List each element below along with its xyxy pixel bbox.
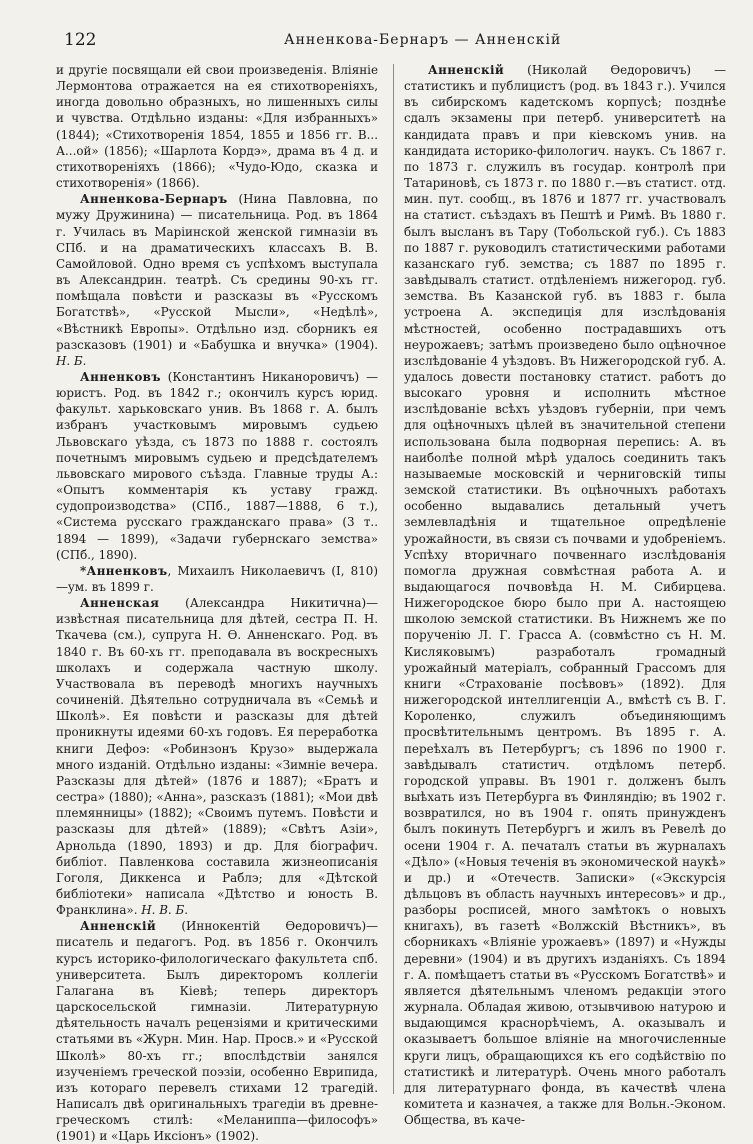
entry: [404, 62, 726, 1128]
entry-headword: Анненскій: [428, 63, 505, 77]
entry: [56, 595, 378, 918]
entry: [56, 191, 378, 369]
entry: [56, 563, 378, 595]
entry-headword: Анненковъ: [80, 369, 161, 384]
entry: [56, 369, 378, 563]
entry-continuation: [56, 62, 378, 191]
left-column: [56, 62, 378, 1144]
column-divider: [393, 64, 394, 1094]
entry: [56, 918, 378, 1144]
entry-text: (Иннокентій Ѳедоровичъ)— писатель и педагогъ. Род. въ 1856 г. Окончилъ курсъ историко-филологическаго факультета спб. университета. Былъ директоромъ коллегіи Галагана въ Кіевѣ; теперь директоръ царскосельской гимназіи. Литературную дѣятельность началъ рецензіями и критическими статьями въ «Журн. Мин. Нар. Просв.» и «Русской Школѣ» 80-хъ гг.; впослѣдствіи занялся изученіемъ греческой поэзіи, особенно Еврипида, изъ котораго перевелъ стихами 12 трагедій. Написалъ двѣ оригинальныхъ трагедіи въ древне-греческомъ стилѣ: «Меланиппа—философъ» (1901) и «Царь Иксіонъ» (1902).: [56, 919, 378, 1144]
entry-signature: Н. В. Б.: [141, 903, 189, 918]
entry-text: (Александра Никитична)— извѣстная писательница для дѣтей, сестра П. Н. Ткачева (см.), супруга Н. Ѳ. Анненскаго. Род. въ 1840 г. Въ 60-хъ гг. преподавала въ воскресныхъ школахъ и содержала частную школу. Участвовала въ переводѣ многихъ научныхъ сочиненій. Дѣятельно сотрудничала въ «Семьѣ и Школѣ». Ея повѣсти и разсказы для дѣтей проникнуты идеями 60-хъ годовъ. Ея переработка книги Дефоэ: «Робинзонъ Крузо» выдержала много изданій. Отдѣльно изданы: «Зимніе вечера. Разсказы для дѣтей» (1876 и 1887); «Братъ и сестра» (1880); «Анна», разсказъ (1881); «Мои двѣ племянницы» (1882); «Своимъ путемъ. Повѣсти и разсказы для дѣтей» (1889); «Свѣтъ Азіи», Арнольда (1890, 1893) и др. Для біографич. библіот. Павленкова составила жизнеописанія Гоголя, Диккенса и Раблэ; для «Дѣтской библіотеки» написала «Дѣтство и юность В. Франклина».: [56, 596, 378, 918]
entry-headword: *Анненковъ: [80, 563, 168, 578]
running-head: Анненкова-Бернаръ — Анненскій: [284, 32, 562, 48]
entry-text: и другіе посвящали ей свои произведенія. Вліяніе Лермонтова отражается на ея стихотвореніяхъ, иногда довольно образныхъ, но лишенныхъ силы и чувства. Отдѣльно изданы: «Для избранныхъ» (1844); «Стихотворенія 1854, 1855 и 1856 гг. В... А...ой» (1856); «Шарлота Кордэ», драма въ 4 д. и стихотвореніяхъ (1866); «Чудо-Юдо, сказка и стихотворенія» (1866).: [56, 63, 378, 191]
entry-text: , Михаилъ Николаевичъ (I, 810)—ум. въ 1899 г.: [56, 563, 378, 594]
entry-headword: Анненскій: [80, 919, 157, 934]
entry-headword: Анненкова-Бернаръ: [80, 192, 228, 207]
right-column: [404, 62, 726, 1128]
entry-text: (Николай Ѳедоровичъ) — статистикъ и публицистъ (род. въ 1843 г.). Учился въ сибирскомъ кадетскомъ корпусѣ; позднѣе сдалъ экзамены при петерб. университетѣ на кандидата правъ и при кіевскомъ унив. на кандидата историко-филологич. наукъ. Съ 1867 г. по 1873 г. служилъ въ государ. контролѣ при Татариновѣ, съ 1873 г. по 1880 г.—въ статист. отд. мин. пут. сообщ., въ 1876 и 1877 гг. участвовалъ на статист. съѣздахъ въ Пештѣ и Римѣ. Въ 1880 г. былъ высланъ въ Тару (Тобольской губ.). Съ 1883 по 1887 г. руководилъ статистическими работами казанскаго губ. земства; съ 1887 по 1895 г. завѣдывалъ статист. отдѣленіемъ нижегород. губ. земства. Въ Казанской губ. въ 1883 г. была устроена А. экспедиція для изслѣдованія мѣстностей, особенно пострадавшихъ отъ неурожаевъ; затѣмъ произведено было оцѣночное изслѣдованіе 4 уѣздовъ. Въ Нижегородской губ. А. удалось довести постановку статист. работъ до высокаго уровня и исполнить мѣстное изслѣдованіе всѣхъ уѣздовъ губерніи, при чемъ для оцѣночныхъ цѣлей въ значительной степени использована была подворная перепись: А. въ наиболѣе полной мѣрѣ удалось соединить такъ называемые московскій и черниговскій типы земской статистики. Въ оцѣночныхъ работахъ особенно выдавались детальный учетъ землевладѣнія и тщательное опредѣленіе урожайности, въ связи съ почвами и удобреніемъ. Успѣху вторичнаго почвеннаго изслѣдованія помогла дружная совмѣстная работа А. и выдающагося почвовѣда Н. М. Сибирцева. Нижегородское бюро было при А. настоящею школою земской статистики. Въ Нижнемъ же по порученію Л. Г. Грасса А. (совмѣстно съ Н. М. Кисляковымъ) разработалъ громадный урожайный матеріалъ, собранный Грассомъ для книги «Страхованіе посѣвовъ» (1892). Для нижегородской интеллигенціи А., вмѣстѣ съ В. Г. Короленко, служилъ объединяющимъ просвѣтительнымъ центромъ. Въ 1895 г. А. переѣхалъ въ Петербургъ; съ 1896 по 1900 г. завѣдывалъ статистич. отдѣломъ петерб. городской управы. Въ 1901 г. долженъ былъ выѣхать изъ Петербурга въ Финляндію; въ 1902 г. возвратился, но въ 1904 г. опять принужденъ былъ покинуть Петербургъ и жилъ въ Ревелѣ до осени 1904 г. А. печаталъ статьи въ журналахъ «Дѣло» («Новыя теченія въ экономической наукѣ» и др.) и «Отечеств. Записки» («Экскурсія дѣльцовъ въ область научныхъ интересовъ» и др., разборы росписей, много замѣтокъ о новыхъ книгахъ), въ газетѣ «Волжскій Вѣстникъ», въ сборникахъ «Вліяніе урожаевъ» (1897) и «Нужды деревни» (1904) и въ другихъ изданіяхъ. Съ 1894 г. А. помѣщаетъ статьи въ «Русскомъ Богатствѣ» и является дѣятельнымъ членомъ редакціи этого журнала. Обладая живою, отзывчивою натурою и выдающимся краснорѣчіемъ, А. оказывалъ и оказываетъ большое вліяніе на многочисленные круги лицъ, обращающихся къ его содѣйствію по статистикѣ и литературѣ. Очень много работалъ для литературнаго фонда, въ качествѣ члена комитета и казначея, а также для Вольн.-Эконом. Общества, въ каче-: [404, 63, 726, 1128]
entry-signature: Н. Б.: [56, 353, 87, 368]
page-number: 122: [64, 30, 97, 50]
entry-headword: Анненская: [80, 596, 160, 611]
entry-text: (Константинъ Никаноровичъ) — юристъ. Род. въ 1842 г.; окончилъ курсъ юрид. факульт. харьковскаго унив. Въ 1868 г. А. былъ избранъ участковымъ мировымъ судьею Львовскаго уѣзда, съ 1873 по 1888 г. состоялъ почетнымъ мировымъ судьею и предсѣдателемъ львовскаго мирового съѣзда. Главные труды А.: «Опытъ комментарія къ уставу гражд. судопроизводства» (СПб., 1887—1888, 6 т.), «Система русскаго гражданскаго права» (3 т.. 1894 — 1899), «Задачи губернскаго земства» (СПб., 1890).: [56, 369, 378, 562]
page-header: [64, 30, 724, 54]
entry-text: (Нина Павловна, по мужу Дружинина) — писательница. Род. въ 1864 г. Училась въ Маріинской женской гимназіи въ СПб. и на драматическихъ классахъ В. В. Самойловой. Одно время съ успѣхомъ выступала въ Александрин. театрѣ. Съ средины 90-хъ гг. помѣщала повѣсти и разсказы въ «Русскомъ Богатствѣ», «Русской Мысли», «Недѣлѣ», «Вѣстникѣ Европы». Отдѣльно изд. сборникъ ея разсказовъ (1901) и «Бабушка и внучка» (1904).: [56, 192, 378, 352]
